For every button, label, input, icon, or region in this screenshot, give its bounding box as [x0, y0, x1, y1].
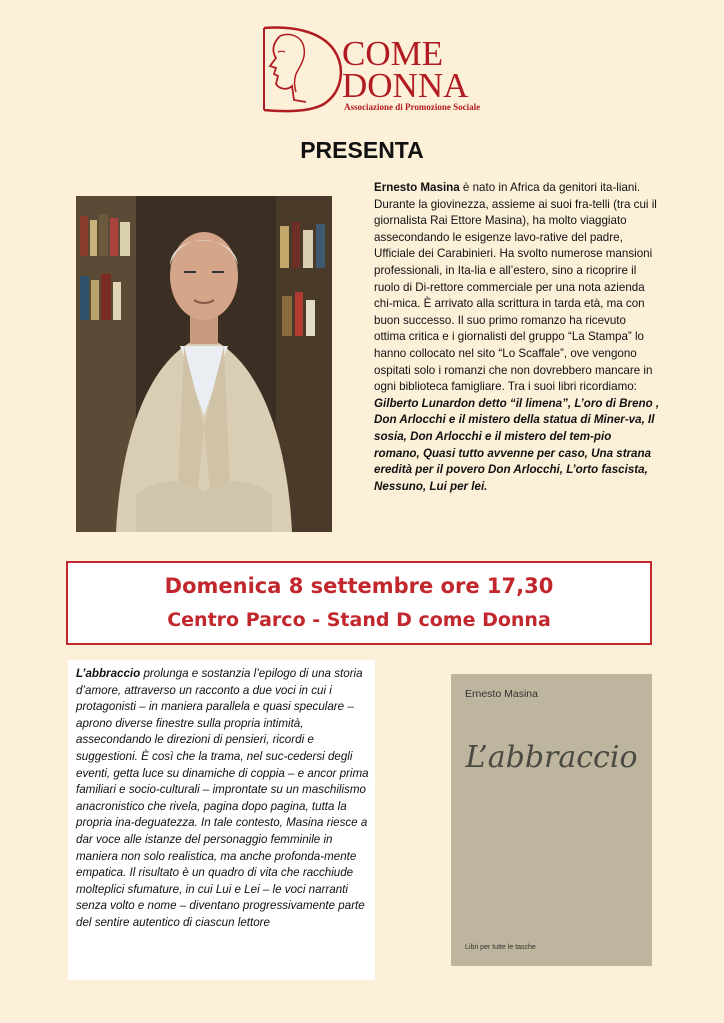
event-date: Domenica 8 settembre ore 17,30: [164, 574, 554, 598]
author-portrait-icon: [76, 196, 332, 532]
book-cover-author: Ernesto Masina: [465, 688, 538, 700]
description-title: L’abbraccio: [76, 667, 141, 680]
book-cover-title: L’abbraccio: [465, 740, 638, 775]
author-name: Ernesto Masina: [374, 181, 460, 194]
event-box: [66, 561, 652, 645]
logo-line-come: COME: [342, 34, 444, 73]
association-logo: [250, 22, 490, 114]
book-cover: [451, 674, 652, 966]
logo-line-donna: DONNA: [342, 66, 469, 105]
logo-subtitle: Associazione di Promozione Sociale: [344, 102, 481, 112]
event-place: Centro Parco - Stand D come Donna: [167, 609, 551, 631]
author-photo: [76, 196, 332, 532]
book-list: Gilberto Lunardon detto “il limena”, L’oro di Breno , Don Arlocchi e il mistero della statua di Miner-va, Il sosia, Don Arlocchi e il mistero del tem-pio romano, Quasi tutto avvenne per caso, Una strana eredità per il povero Don Arlocchi, L’orto fascista, Nessuno, Lui per lei.: [374, 396, 660, 493]
book-cover-publisher: Libri per tutte le tasche: [465, 944, 536, 951]
author-bio: [374, 180, 660, 495]
book-description: [68, 660, 375, 980]
d-face-logo-icon: [250, 22, 346, 114]
presenta-heading: PRESENTA: [300, 137, 424, 163]
description-text: prolunga e sostanzia l’epilogo di una storia d’amore, attraverso un racconto a due voci in cui i protagonisti – in maniera parallela e quasi speculare – aprono diverse finestre sulla propria intimità, assecondando le direzioni di pensieri, ricordi e suggestioni. È così che la trama, nel suc-cedersi degli eventi, getta luce su dinamiche di coppia – e ancor prima familiari e socio-culturali – improntate su un maschilismo anacronistico che rivela, pagina dopo pagina, tutta la propria ina-deguatezza. In tale contesto, Masina riesce a dar voce alle istanze del personaggio femminile in maniera non solo realistica, ma anche profonda-mente empatica. Il risultato è un quadro di vita che racchiude molteplici sfumature, in cui Lui e Lei – le voci narranti senza volto e nome – diventano progressivamente parte del sentire autentico di ciascun lettore: [76, 667, 369, 929]
bio-text: è nato in Africa da genitori ita-liani. Durante la giovinezza, assieme ai suoi fra-telli (tra cui il giornalista Rai Ettore Masina), ha molto viaggiato assecondando le esigenze lavo-rative del padre, Ufficiale dei Carabinieri. Ha svolto numerose mansioni professionali, in Ita-lia e all’estero, sino a ricoprire il ruolo di Di-rettore commerciale per una nota azienda chi-mica. È arrivato alla scrittura in tarda età, ma con buon successo. Il suo primo romanzo ha ricevuto ottima critica e i giornalisti del gruppo “La Stampa” lo hanno collocato nel sito “Lo Scaffale”, ove vengono ospitati solo i romanzi che non dovrebbero mancare in ogni biblioteca famigliare. Tra i suoi libri ricordiamo:: [374, 181, 657, 394]
